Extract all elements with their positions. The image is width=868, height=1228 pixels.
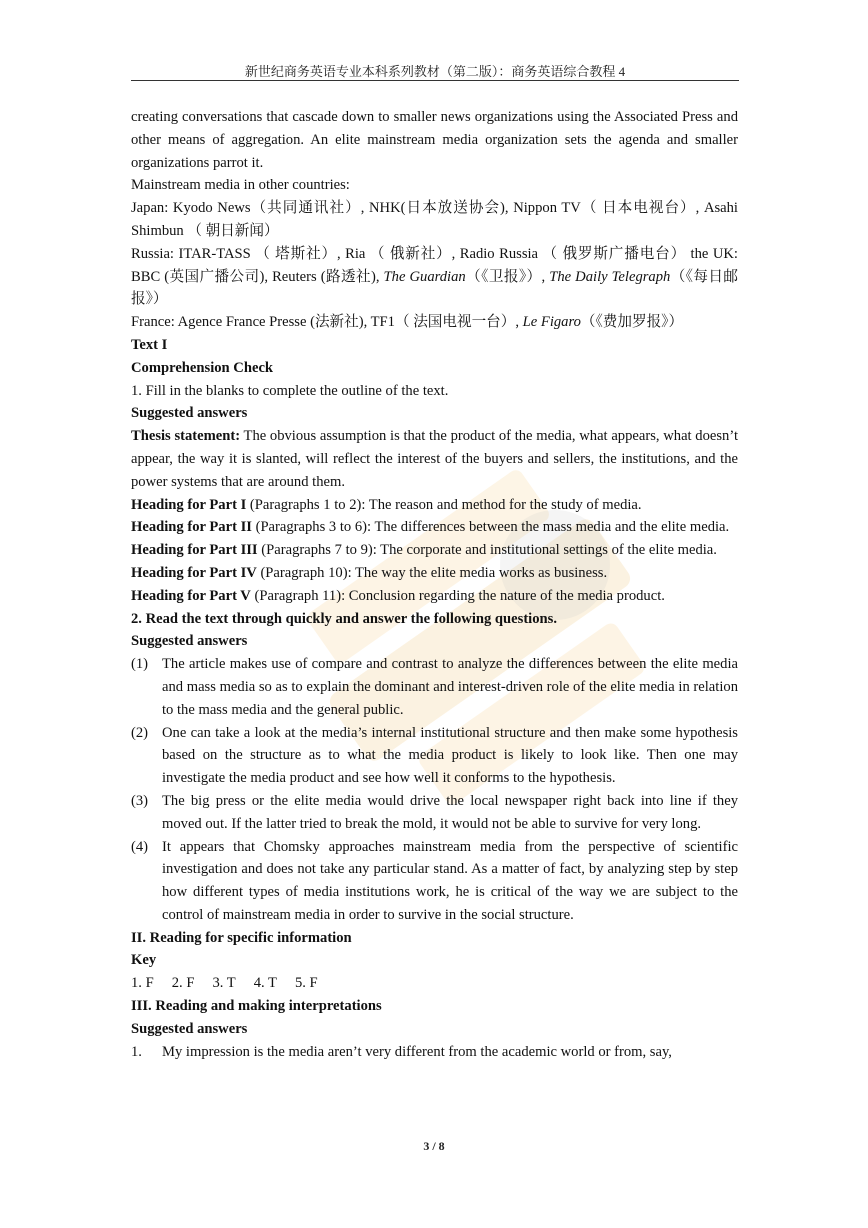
heading-label: Heading for Part I: [131, 496, 247, 513]
key-answers: [131, 972, 738, 995]
text-heading: Text I: [131, 336, 168, 353]
key-item: 1. F: [131, 975, 154, 992]
japan-media-line: Japan: Kyodo News（共同通讯社）, NHK(日本放送协会), Nippon TV（ 日本电视台）, Asahi Shimbun （ 朝日新闻）: [131, 200, 738, 239]
france-text: France: Agence France Presse (法新社), TF1（ 法国电视一台）,: [131, 314, 523, 331]
header-rule: [131, 80, 739, 81]
figaro-cn: （《费加罗报》）: [580, 314, 684, 331]
heading-text: (Paragraphs 7 to 9): The corporate and institutional settings of the elite media.: [257, 542, 717, 559]
heading-part-1: [131, 494, 738, 517]
heading-text: (Paragraph 10): The way the elite media works as business.: [256, 564, 608, 581]
comprehension-heading: Comprehension Check: [131, 359, 274, 376]
page-number: 3 / 8: [423, 1139, 445, 1153]
telegraph-title: The Daily Telegraph: [549, 268, 671, 285]
thesis-text: The obvious assumption is that the product of the media, what appears, what doesn’t appear, the way it is slanted, will reflect the interest of the buyers and sellers, the institutions, and the power systems that are around them.: [131, 428, 738, 490]
guardian-cn: （《卫报》）,: [465, 268, 550, 285]
heading-part-4: [131, 562, 738, 585]
answer-number: (1): [131, 656, 149, 673]
answer-number: (2): [131, 724, 149, 741]
question-1: 1. Fill in the blanks to complete the outline of the text.: [131, 382, 449, 399]
answer-text: The article makes use of compare and contrast to analyze the differences between the elite media and mass media so as to explain the dominant and interest-driven role of the elite media in relation to the mass media and the general public.: [162, 656, 738, 718]
answer-number: (4): [131, 838, 149, 855]
heading-part-3: [131, 539, 738, 562]
suggested-answers-label: Suggested answers: [131, 405, 248, 422]
suggested-answers-label: Suggested answers: [131, 633, 248, 650]
figaro-title: Le Figaro: [522, 314, 581, 331]
heading-label: Heading for Part V: [131, 587, 251, 604]
guardian-title: The Guardian: [383, 268, 466, 285]
key-item: 3. T: [212, 975, 236, 992]
russia-uk-text: Russia: ITAR-TASS （ 塔斯社）, Ria （ 俄新社）, Radio Russia （ 俄罗斯广播电台） the UK: BBC (英国广播公司), Reuters (路透社),: [131, 245, 738, 285]
thesis-label: Thesis statement:: [131, 428, 241, 445]
heading-label: Heading for Part III: [131, 542, 258, 559]
other-countries-label: Mainstream media in other countries:: [131, 177, 350, 194]
heading-part-5: [131, 585, 738, 608]
answer-item: [131, 722, 738, 790]
heading-text: (Paragraphs 3 to 6): The differences between the mass media and the elite media.: [251, 519, 730, 536]
france-media-line: [131, 311, 738, 334]
answer-number: 1.: [131, 1043, 142, 1060]
key-item: 4. T: [253, 975, 277, 992]
answer-text: One can take a look at the media’s internal institutional structure and then make some hypothesis based on the structure as to what the media product is likely to look like. Then one may investigate the media product and see how well it conforms to the hypothesis.: [162, 724, 738, 787]
heading-label: Heading for Part II: [131, 519, 252, 536]
answer-item: [131, 836, 738, 927]
answer-item: [131, 653, 738, 721]
key-label: Key: [131, 952, 157, 969]
answer-text: My impression is the media aren’t very different from the academic world or from, say,: [162, 1043, 672, 1060]
heading-part-2: [131, 516, 738, 539]
telegraph-cn: （《每日邮报》）: [131, 268, 739, 308]
answer-item: [131, 1041, 738, 1064]
section-3-heading: III. Reading and making interpretations: [131, 998, 382, 1015]
key-item: 2. F: [171, 975, 195, 992]
thesis-statement: [131, 425, 738, 493]
answer-text: The big press or the elite media would drive the local newspaper right back into line if they moved out. If the latter tried to break the mold, it would not be able to survive for very long.: [162, 792, 738, 832]
key-item: 5. F: [294, 975, 318, 992]
question-2: 2. Read the text through quickly and answer the following questions.: [131, 610, 557, 627]
heading-text: (Paragraphs 1 to 2): The reason and method for the study of media.: [246, 496, 642, 513]
heading-label: Heading for Part IV: [131, 564, 257, 581]
intro-paragraph: creating conversations that cascade down to smaller news organizations using the Associated Press and other means of aggregation. An elite mainstream media organization sets the agenda and smaller organizations parrot it.: [131, 109, 738, 171]
running-header: 新世纪商务英语专业本科系列教材（第二版）：商务英语综合教程 4: [244, 64, 626, 79]
answer-number: (3): [131, 792, 149, 809]
russia-uk-media-line: [131, 243, 738, 311]
section-2-heading: II. Reading for specific information: [131, 929, 352, 946]
page-content: [131, 106, 738, 1063]
heading-text: (Paragraph 11): Conclusion regarding the nature of the media product.: [250, 587, 665, 604]
answer-text: It appears that Chomsky approaches mainstream media from the perspective of scientific investigation and does not take any particular stand. As a matter of fact, by analyzing step by step how different types of media institutions work, he is critical of the way we are subject to the control of mainstream media in order to survive in the social structure.: [162, 838, 738, 923]
answer-item: [131, 790, 738, 836]
suggested-answers-label: Suggested answers: [131, 1020, 248, 1037]
